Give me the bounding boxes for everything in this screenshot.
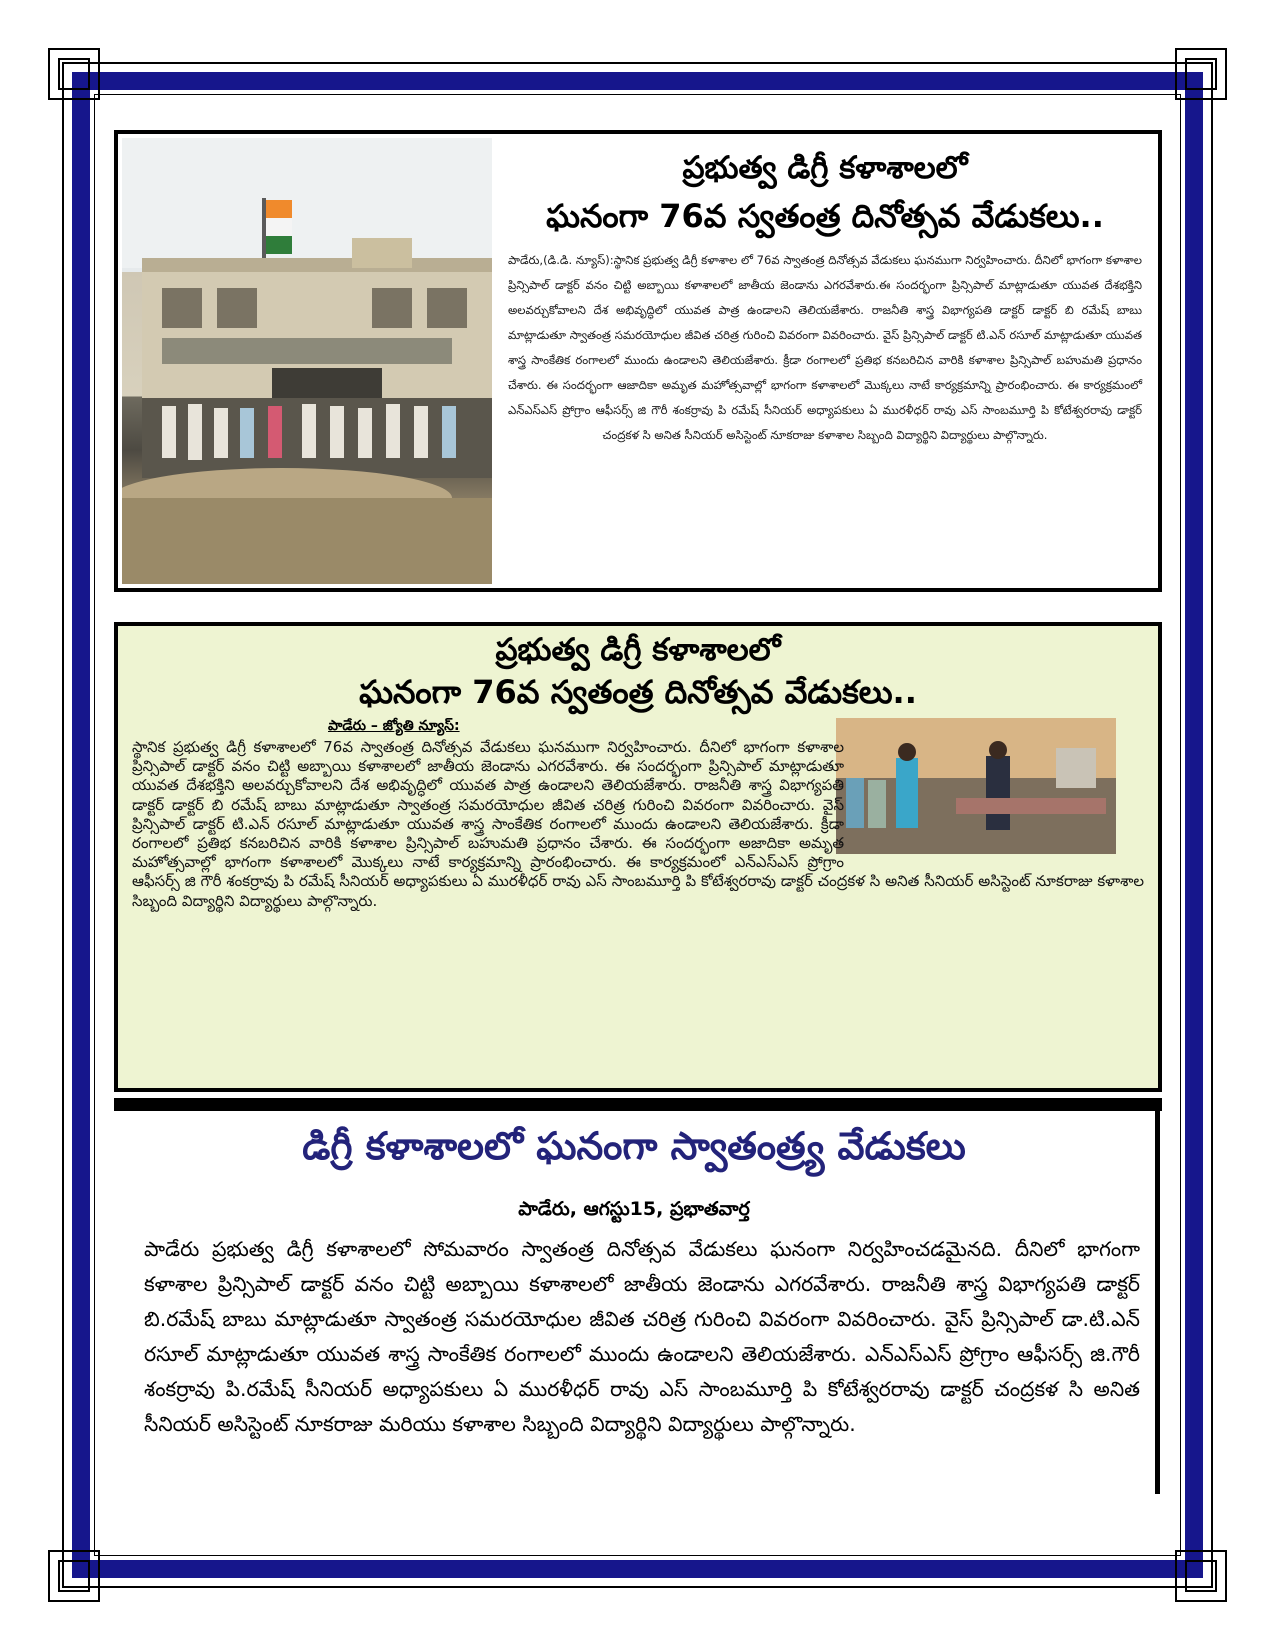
clipping-2-headline-line1: ప్రభుత్వ డిగ్రీ కళాశాలలో <box>495 632 781 668</box>
clipping-2-photo-space <box>844 738 1144 866</box>
news-clipping-1 <box>114 130 1162 592</box>
clipping-1-headline-line2: ఘనంగా 76వ స్వతంత్ర దినోత్సవ వేడుకలు.. <box>546 197 1104 236</box>
border-corner-top-right <box>1175 48 1227 100</box>
border-corner-bottom-left <box>48 1550 100 1602</box>
flag-hoisting-illustration <box>122 138 492 584</box>
clipping-2-body-wrapper <box>132 738 1144 911</box>
clipping-1-headline-line1: ప్రభుత్వ డిగ్రీ కళాశాలలో <box>682 150 968 186</box>
clipping-3-headline: డిగ్రీ కళాశాలలో ఘనంగా స్వాతంత్ర్య వేడుకలు <box>302 1124 966 1168</box>
clipping-1-body: పాడేరు,(డి.డి. న్యూస్):స్థానిక ప్రభుత్వ డిగ్రీ కళాశాల లో 76వ స్వాతంత్ర దినోత్సవ వేడుకలు ఘనముగా నిర్వహించారు. దీనిలో భాగంగా కళాశాల ప్రిన్సిపాల్ డాక్టర్ వనం చిట్టి అబ్బాయి కళాశాలలో జాతీయ జెండాను ఎగరవేశారు.ఈ సందర్భంగా ప్రిన్సిపాల్ మాట్లాడుతూ యువత దేశభక్తిని అలవర్చుకోవాలని దేశ అభివృద్ధిలో యువత పాత్ర ఉండాలని తెలియజేశారు. రాజనీతి శాస్త్ర విభాగ్యపతి డాక్టర్ డాక్టర్ బి రమేష్ బాబు మాట్లాడుతూ స్వాతంత్ర సమరయోధుల జీవిత చరిత్ర గురించి వివరంగా వివరించారు. వైస్ ప్రిన్సిపాల్ డాక్టర్ టి.ఎన్ రసూల్ మాట్లాడుతూ యువత శాస్త్ర సాంకేతిక రంగాలలో ముందు ఉండాలని తెలియజేశారు. క్రీడా రంగాలలో ప్రతిభ కనబరిచిన వారికి కళాశాల ప్రిన్సిపాల్ బహుమతి ప్రధానం చేశారు. ఈ సందర్భంగా ఆజాదికా అమృత మహోత్సవాల్లో భాగంగా కళాశాలలో మొక్కలు నాటే కార్యక్రమాన్ని ప్రారంభించారు. ఈ కార్యక్రమంలో ఎన్ఎస్ఎస్ ప్రోగ్రాం ఆఫీసర్స్ జి గౌరీ శంకర్రావు పి రమేష్ సీనియర్ అధ్యాపకులు ఏ మురళీధర్ రావు ఎస్ సాంబమూర్తి పి కోటేశ్వరరావు డాక్టర్ చంద్రకళ సి అనిత సీనియర్ అసిస్టెంట్ నూకరాజు కళాశాల సిబ్బంది విద్యార్థిని విద్యార్థులు పాల్గొన్నారు. <box>508 252 1142 442</box>
clipping-2-headline-line2: ఘనంగా 76వ స్వతంత్ర దినోత్సవ వేడుకలు.. <box>359 673 917 712</box>
flag-hoisting-photo <box>122 138 492 584</box>
clipping-3-dateline: పాడేరు, ఆగస్టు15, ప్రభాతవార్త <box>518 1198 750 1220</box>
clipping-3-body: పాడేరు ప్రభుత్వ డిగ్రీ కళాశాలలో సోమవారం స్వాతంత్ర దినోత్సవ వేడుకలు ఘనంగా నిర్వహించడమైనది. దీనిలో భాగంగా కళాశాల ప్రిన్సిపాల్ డాక్టర్ వనం చిట్టి అబ్బాయి కళాశాలలో జాతీయ జెండాను ఎగరవేశారు. రాజనీతి శాస్త్ర విభాగ్యపతి డాక్టర్ బి.రమేష్ బాబు మాట్లాడుతూ స్వాతంత్ర సమరయోధుల జీవిత చరిత్ర గురించి వివరంగా వివరించారు. వైస్ ప్రిన్సిపాల్ డా.టి.ఎన్ రసూల్ మాట్లాడుతూ యువత శాస్త్ర సాంకేతిక రంగాలలో ముందు ఉండాలని తెలియజేశారు. ఎన్ఎస్ఎస్ ప్రోగ్రాం ఆఫీసర్స్ జి.గౌరీ శంకర్రావు పి.రమేష్ సీనియర్ అధ్యాపకులు ఏ మురళీధర్ రావు ఎస్ సాంబమూర్తి పి కోటేశ్వరరావు డాక్టర్ చంద్రకళ సి అనిత సీనియర్ అసిస్టెంట్ నూకరాజు మరియు కళాశాల సిబ్బంది విద్యార్థిని విద్యార్థులు పాల్గొన్నారు. <box>144 1237 1140 1436</box>
clipping-1-text <box>502 140 1148 582</box>
news-clipping-2 <box>114 622 1162 1092</box>
clipping-2-byline: పాడేరు – జ్యోతి న్యూస్: <box>328 718 460 734</box>
border-corner-bottom-right <box>1175 1550 1227 1602</box>
clipping-2-body: స్థానిక ప్రభుత్వ డిగ్రీ కళాశాలలో 76వ స్వాతంత్ర దినోత్సవ వేడుకలు ఘనముగా నిర్వహించారు. దీనిలో భాగంగా కళాశాల ప్రిన్సిపాల్ డాక్టర్ వనం చిట్టి అబ్బాయి కళాశాలలో జాతీయ జెండాను ఎగరవేశారు. ఈ సందర్భంగా ప్రిన్సిపాల్ మాట్లాడుతూ యువత దేశభక్తిని అలవర్చుకోవాలని దేశ అభివృద్ధిలో యువత పాత్ర ఉండాలని తెలియజేశారు. రాజనీతి శాస్త్ర విభాగ్యపతి డాక్టర్ డాక్టర్ బి రమేష్ బాబు మాట్లాడుతూ స్వాతంత్ర సమరయోధుల జీవిత చరిత్ర గురించి వివరంగా వివరించారు. వైస్ ప్రిన్సిపాల్ డాక్టర్ టి.ఎన్ రసూల్ మాట్లాడుతూ యువత శాస్త్ర సాంకేతిక రంగాలలో ముందు ఉండాలని తెలియజేశారు. క్రీడా రంగాలలో ప్రతిభ కనబరిచిన వారికి కళాశాల ప్రిన్సిపాల్ బహుమతి ప్రధానం చేశారు. ఈ సందర్భంగా అజాదికా అమృత మహోత్సవాల్లో భాగంగా కళాశాలలో మొక్కలు నాటే కార్యక్రమాన్ని ప్రారంభించారు. ఈ కార్యక్రమంలో ఎన్ఎస్ఎస్ ప్రోగ్రాం ఆఫీసర్స్ జి గౌరీ శంకర్రావు పి రమేష్ సీనియర్ అధ్యాపకులు ఏ మురళీధర్ రావు ఎస్ సాంబమూర్తి పి కోటేశ్వరరావు డాక్టర్ చంద్రకళ సి అనిత సీనియర్ అసిస్టెంట్ నూకరాజు కళాశాల సిబ్బంది విద్యార్థిని విద్యార్థులు పాల్గొన్నారు. <box>132 738 1144 910</box>
border-corner-top-left <box>48 48 100 100</box>
clipping-3-top-rule <box>114 1098 1162 1111</box>
clipping-3-side-rule <box>1155 1098 1160 1494</box>
